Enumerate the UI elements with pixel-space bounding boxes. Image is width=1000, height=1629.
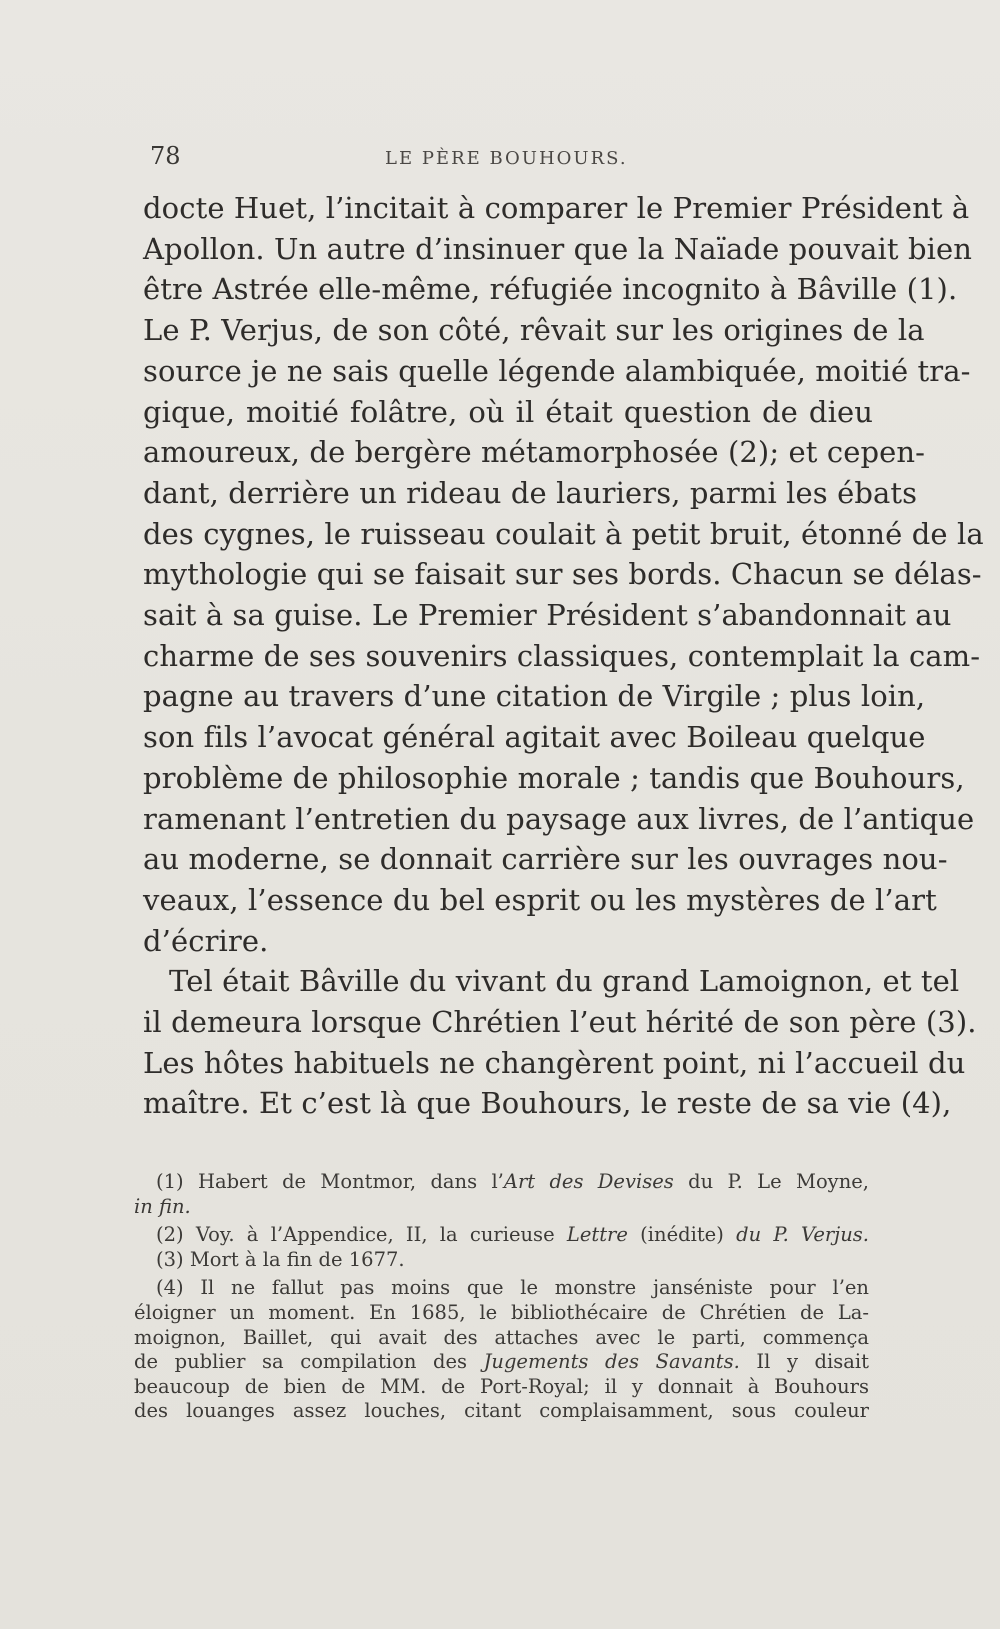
text-line: il demeura lorsque Chrétien l’eut hérité de son père (3).: [143, 1005, 977, 1040]
text-line: docte Huet, l’incitait à comparer le Premier Président à: [143, 191, 970, 225]
text-line: Apollon. Un autre d’insinuer que la Naïade pouvait bien: [143, 231, 973, 266]
text-line: être Astrée elle-même, réfugiée incognito à Bâville (1).: [143, 272, 958, 307]
text-line: gique, moitié folâtre, où il était question de dieu: [143, 394, 873, 429]
footnote-text: Il y disait: [739, 1350, 869, 1374]
running-title: LE PÈRE BOUHOURS.: [385, 148, 628, 169]
footnote-2: [134, 1223, 869, 1248]
footnote-text: (2) Voy. à l’Appendice, II, la curieuse: [156, 1223, 567, 1247]
text-line: veaux, l’essence du bel esprit ou les mystères de l’art: [143, 882, 937, 917]
footnote-text: (1) Habert de Montmor, dans l’: [156, 1170, 504, 1193]
page-header: [150, 142, 870, 172]
footnote-italic: Lettre: [566, 1223, 628, 1247]
footnote-4-line: des louanges assez louches, citant complaisamment, sous couleur: [134, 1399, 869, 1423]
main-text: [143, 188, 984, 1124]
footnote-italic: du P. Verjus.: [736, 1223, 869, 1247]
text-line: son fils l’avocat général agitait avec Boileau quelque: [143, 720, 926, 755]
footnote-text: du P. Le Moyne,: [673, 1170, 869, 1193]
footnote-4-line: [134, 1350, 869, 1375]
footnotes: [134, 1170, 869, 1424]
text-line: sait à sa guise. Le Premier Président s’abandonnait au: [143, 598, 952, 633]
text-line: maître. Et c’est là que Bouhours, le reste de sa vie (4),: [143, 1086, 952, 1121]
text-line: dant, derrière un rideau de lauriers, parmi les ébats: [143, 475, 918, 510]
footnote-text: de publier sa compilation des: [134, 1350, 484, 1374]
footnote-italic: in fin.: [134, 1194, 191, 1218]
text-line: Tel était Bâville du vivant du grand Lamoignon, et tel: [169, 964, 960, 999]
footnote-3: (3) Mort à la fin de 1677.: [156, 1247, 405, 1271]
text-line: Les hôtes habituels ne changèrent point, ni l’accueil du: [143, 1045, 966, 1080]
page-number: 78: [150, 142, 181, 170]
text-line: au moderne, se donnait carrière sur les ouvrages nou-: [143, 842, 948, 877]
text-line: pagne au travers d’une citation de Virgile ; plus loin,: [143, 679, 926, 714]
footnote-4-line: moignon, Baillet, qui avait des attaches avec le parti, commença: [134, 1325, 869, 1349]
footnote-4: (4) Il ne fallut pas moins que le monstre janséniste pour l’en: [156, 1276, 869, 1300]
text-line: Le P. Verjus, de son côté, rêvait sur les origines de la: [143, 313, 925, 348]
footnote-text: (inédite): [627, 1223, 737, 1247]
text-line: amoureux, de bergère métamorphosée (2); et cepen-: [143, 435, 926, 470]
footnote-1: [134, 1170, 869, 1195]
text-line: charme de ses souvenirs classiques, contemplait la cam-: [143, 638, 981, 673]
footnote-italic: Art des Devises: [503, 1170, 674, 1193]
footnote-4-line: éloigner un moment. En 1685, le bibliothécaire de Chrétien de La-: [134, 1300, 869, 1324]
text-line: d’écrire.: [143, 923, 269, 958]
footnote-italic: Jugements des Savants.: [483, 1350, 740, 1374]
text-line: problème de philosophie morale ; tandis que Bouhours,: [143, 760, 965, 795]
text-line: ramenant l’entretien du paysage aux livres, de l’antique: [143, 801, 975, 836]
text-line: mythologie qui se faisait sur ses bords. Chacun se délas-: [143, 557, 982, 592]
text-line: des cygnes, le ruisseau coulait à petit bruit, étonné de la: [143, 516, 984, 551]
footnote-4-line: beaucoup de bien de MM. de Port-Royal; il y donnait à Bouhours: [134, 1374, 869, 1398]
text-line: source je ne sais quelle légende alambiquée, moitié tra-: [143, 353, 971, 388]
footnote-1-cont: [134, 1195, 869, 1220]
